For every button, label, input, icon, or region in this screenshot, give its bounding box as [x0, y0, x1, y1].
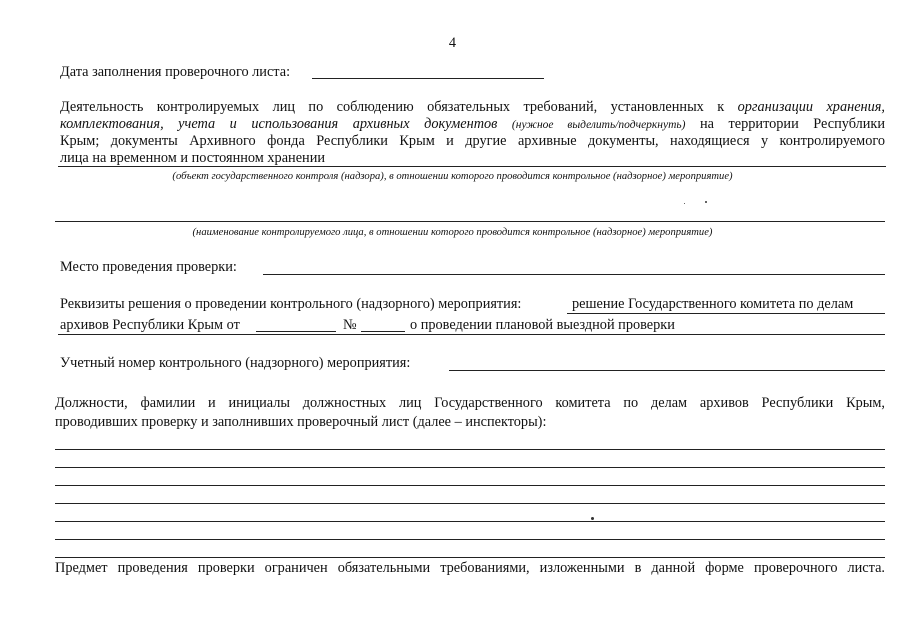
decision-line-2-c: о проведении плановой выездной проверки: [410, 317, 675, 333]
page-number: 4: [448, 35, 457, 51]
account-label: Учетный номер контрольного (надзорного) мероприятия:: [60, 355, 411, 371]
inspectors-field-line[interactable]: [55, 449, 885, 450]
decision-field-line-2[interactable]: [58, 334, 885, 335]
activity-line-4: лица на временном и постоянном хранении: [60, 150, 325, 166]
inspectors-field-line[interactable]: [55, 485, 885, 486]
date-field[interactable]: [312, 78, 544, 79]
scan-speck: [591, 517, 594, 520]
decision-line-2-a: архивов Республики Крым от: [60, 317, 240, 333]
inspectors-line-1: Должности, фамилии и инициалы должностных лиц Государственного комитета по делам архивов Республики Крым,: [55, 395, 885, 411]
activity-line-2: [60, 116, 885, 134]
inspectors-line-2: проводивших проверку и заполнивших проверочный лист (далее – инспекторы):: [55, 414, 547, 430]
scan-speck: [705, 201, 707, 203]
activity-line-1: [60, 99, 885, 116]
scan-speck: [684, 203, 685, 204]
inspectors-field-line[interactable]: [55, 521, 885, 522]
activity-italic: организации хранения,: [737, 99, 885, 115]
date-label: Дата заполнения проверочного листа:: [60, 64, 291, 80]
inspectors-field-line[interactable]: [55, 557, 885, 558]
activity-italic-2: комплектования, учета и использования архивных документов: [60, 116, 498, 132]
place-field[interactable]: [263, 274, 885, 275]
activity-line-3: Крым; документы Архивного фонда Республики Крым и другие архивные документы, находящиеся у контролируемого: [60, 133, 885, 149]
decision-value: решение Государственного комитета по делам: [572, 296, 854, 312]
place-label: Место проведения проверки:: [60, 259, 237, 275]
person-name-field[interactable]: [55, 221, 885, 222]
decision-date-field[interactable]: [256, 331, 336, 332]
activity-territory: на территории Республики: [700, 116, 885, 132]
inspectors-field-line[interactable]: [55, 503, 885, 504]
inspectors-field-line[interactable]: [55, 539, 885, 540]
decision-number-sign: №: [343, 317, 357, 333]
caption-person: (наименование контролируемого лица, в отношении которого проводится контрольное (надзорное) мероприятие): [192, 227, 713, 238]
subject-text: Предмет проведения проверки ограничен обязательными требованиями, изложенными в данной форме проверочного листа.: [55, 560, 885, 576]
activity-text: Деятельность контролируемых лиц по соблюдению обязательных требований, установленных к: [60, 99, 725, 115]
object-field-line[interactable]: [58, 166, 886, 167]
decision-label: Реквизиты решения о проведении контрольного (надзорного) мероприятия:: [60, 296, 522, 312]
decision-field-line-1[interactable]: [567, 313, 885, 314]
decision-number-field[interactable]: [361, 331, 405, 332]
select-hint: (нужное выделить/подчеркнуть): [511, 119, 686, 131]
caption-object: (объект государственного контроля (надзора), в отношении которого проводится контрольное (надзорное) мероприятие): [172, 171, 733, 182]
inspectors-field-line[interactable]: [55, 467, 885, 468]
account-field[interactable]: [449, 370, 885, 371]
